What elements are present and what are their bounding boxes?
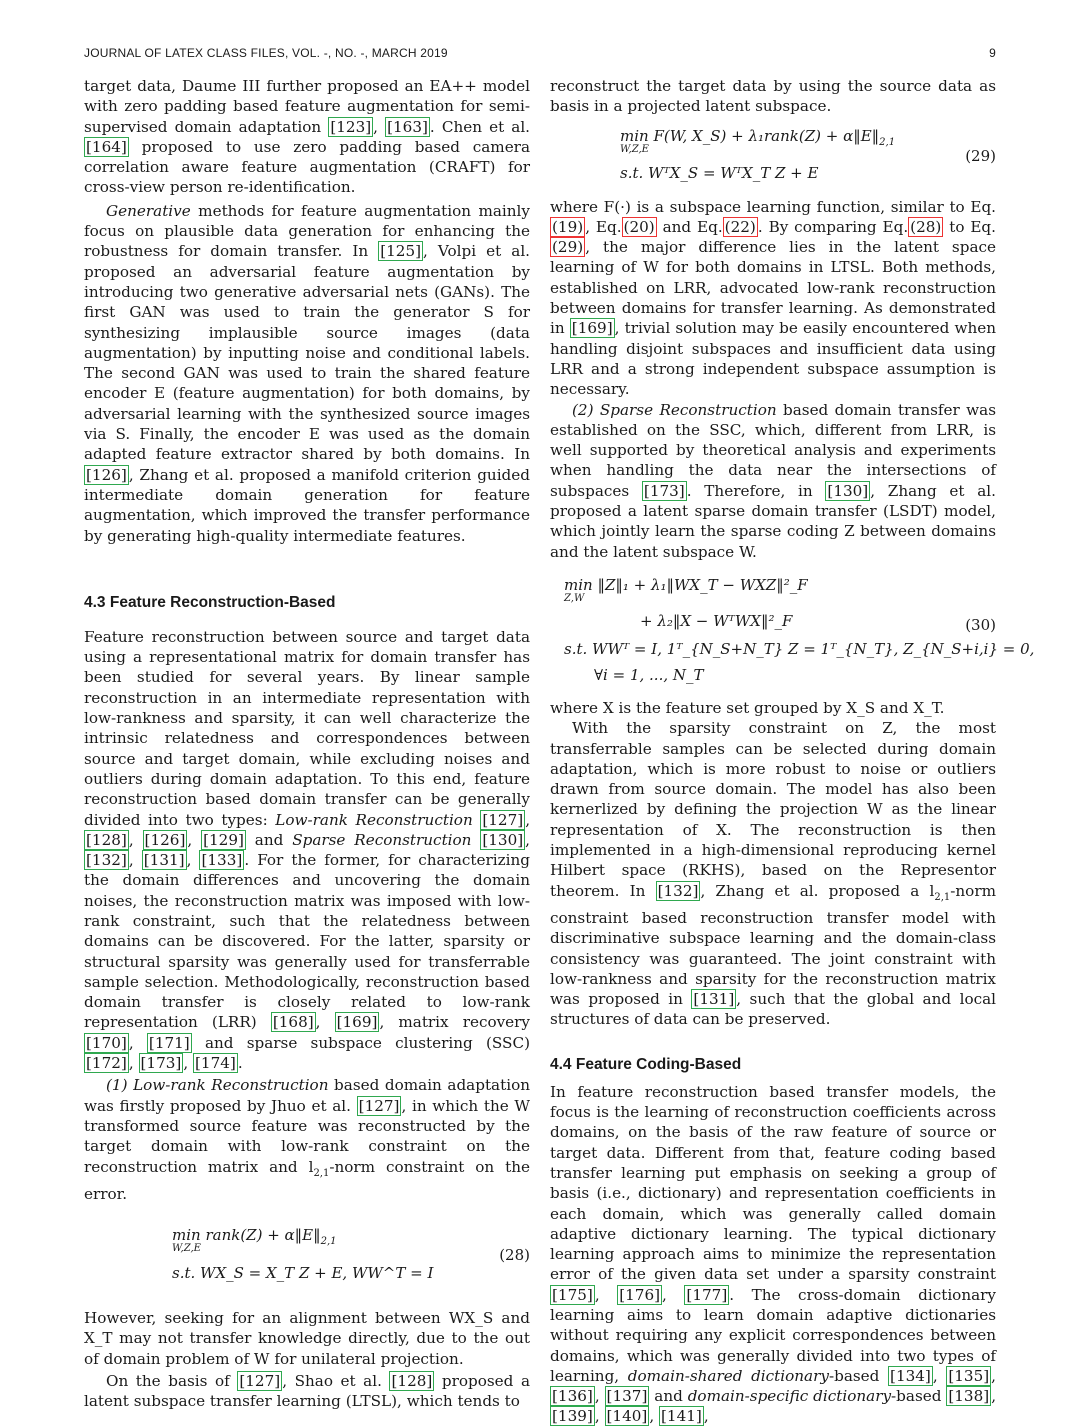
citation-link[interactable]: [169]: [336, 1013, 378, 1032]
citation-link[interactable]: [128]: [86, 830, 127, 849]
citation-link[interactable]: [133]: [201, 851, 243, 870]
citation-link[interactable]: [137]: [606, 1387, 648, 1406]
citation-link[interactable]: [127]: [358, 1096, 400, 1115]
paragraph: where X is the feature set grouped by X_S and X_T.: [550, 698, 945, 717]
citation-link[interactable]: [139]: [552, 1407, 593, 1426]
equation-number: (29): [965, 146, 996, 165]
citation-link[interactable]: [163]: [387, 117, 428, 136]
equation-30: [550, 575, 1035, 694]
citation-link[interactable]: [136]: [552, 1387, 593, 1406]
citation-link[interactable]: [175]: [552, 1285, 593, 1304]
equation-line: min ‖Z‖₁ + λ₁‖WX_T − WXZ‖²_F: [564, 575, 808, 594]
citation-link[interactable]: [135]: [948, 1366, 990, 1385]
paragraph: With the sparsity constraint on Z, the most transferrable samples can be selected during domain adaptation, which is more robust to noise or outliers drawn from source domain. The model has also been kernerlized by defining the projection W as the linear representation of X. The reconstruction is then implemented in a high-dimensional reproducing kernel Hilbert space (RKHS), based on the Representor theorem. In [132] , Zhang et al. proposed a $l_{2,1}$-norm constraint based reconstruction transfer model with discriminative subspace learning and the domain-class consistency was guaranteed. The joint constraint with low-rankness and sparsity for the reconstruction matrix was proposed in [131] , such that the global and local structures of data can be preserved.: [550, 719, 997, 1029]
equation-line: s.t. WWᵀ = I, 1ᵀ_{N_S+N_T} Z = 1ᵀ_{N_T}, Z_{N_S+i,i} = 0,: [564, 639, 1035, 658]
citation-link[interactable]: [172]: [86, 1054, 127, 1073]
equation-29: [550, 127, 996, 191]
equation-link[interactable]: (29): [552, 238, 584, 257]
paragraph: However, seeking for an alignment between WX_S and X_T may not transfer knowledge directly, due to the out of domain problem of W for unilateral projection.: [84, 1309, 530, 1368]
section-heading: 4.3 Feature Reconstruction-Based: [84, 593, 336, 611]
citation-link[interactable]: [174]: [195, 1054, 236, 1073]
citation-link[interactable]: [128]: [391, 1372, 433, 1391]
equation-subscript: Z,W: [564, 592, 585, 604]
equation-link[interactable]: (28): [910, 217, 942, 236]
citation-link[interactable]: [126]: [144, 830, 186, 849]
citation-link[interactable]: [170]: [86, 1033, 127, 1052]
paragraph: reconstruct the target data by using the source data as basis in a projected latent subspace.: [550, 77, 996, 116]
paragraph: where F(·) is a subspace learning function, similar to Eq.(19) , Eq. (20) and Eq. (22) . By comparing Eq. (28) to Eq.(29) , the major difference lies in the latent space learning of W for both domains in LTSL. Both methods, established on LRR, advocated low-rank reconstruction between domains for transfer learning. As demonstrated in [169] , trivial solution may be easily encountered when handling disjoint subspaces and insufficient data using LRR and a strong independent subspace assumption is necessary.: [550, 197, 997, 399]
citation-link[interactable]: [177]: [686, 1285, 728, 1304]
equation-link[interactable]: (19): [552, 217, 584, 236]
citation-link[interactable]: [176]: [619, 1285, 661, 1304]
citation-link[interactable]: [134]: [890, 1366, 931, 1385]
citation-link[interactable]: [130]: [482, 830, 524, 849]
equation-line: ∀i = 1, ..., N_T: [594, 665, 704, 684]
equation-28: [84, 1226, 530, 1302]
paragraph: target data, Daume III further proposed an EA++ model with zero padding based feature augmentation for semi-supervised domain adaptation [123] , [163] . Chen et al. [164] proposed to use zero padding based camera correlation aware feature augmentation (CRAFT) for cross-view person re-identification.: [84, 77, 531, 197]
citation-link[interactable]: [126]: [86, 465, 127, 484]
citation-link[interactable]: [169]: [571, 319, 613, 338]
citation-link[interactable]: [131]: [143, 851, 185, 870]
paragraph: Feature reconstruction between source and target data using a representational matrix for domain transfer has been studied for several years. By linear sample reconstruction in an intermediate representation with low-rankness and sparsity, it can well characterize the intrinsic relatedness and correspondences between source and target domain, while excluding noises and outliers during domain adaptation. To this end, feature reconstruction based domain transfer can be generally divided into two types: Low-rank Reconstruction [127] , [128] , [126] , [129] and Sparse Reconstruction [130] , [132] , [131] , [133] . For the former, for characterizing the domain differences and uncovering the domain noises, the reconstruction matrix was imposed with low-rank constraint, such that the relatedness between domains can be discovered. For the latter, sparsity or structural sparsity was generally used for transferrable sample selection. Methodologically, reconstruction based domain transfer is closely related to low-rank representation (LRR) [168] , [169] , matrix recovery [170] , [171] and sparse subspace clustering (SSC) [172] , [173] , [174] .: [84, 627, 531, 1073]
citation-link[interactable]: [131]: [693, 990, 735, 1009]
citation-link[interactable]: [171]: [148, 1033, 190, 1052]
citation-link[interactable]: [138]: [948, 1387, 990, 1406]
left-column: [84, 76, 530, 1412]
page-number: 9: [989, 46, 996, 60]
citation-link[interactable]: [125]: [380, 242, 422, 261]
citation-link[interactable]: [173]: [643, 481, 685, 500]
citation-link[interactable]: [129]: [203, 830, 244, 849]
journal-title: JOURNAL OF LATEX CLASS FILES, VOL. -, NO. -, MARCH 2019: [84, 46, 448, 60]
paragraph: (2) Sparse Reconstruction based domain transfer was established on the SSC, which, different from LRR, is well supported by theoretical analysis and experiments when handling the data near the intersections of subspaces [173] . Therefore, in [130] , Zhang et al. proposed a latent sparse domain transfer (LSDT) model, which jointly learn the sparse coding Z between domains and the latent subspace W.: [550, 400, 997, 561]
equation-line: s.t. WᵀX_S = WᵀX_T Z + E: [620, 163, 819, 182]
paragraph: In feature reconstruction based transfer models, the focus is the learning of reconstruction coefficients across domains, on the basis of the raw feature of source or target data. Different from that, feature coding based transfer learning put emphasis on seeking a group of basis (i.e., dictionary) and representation coefficients in each domain, which was generally called domain adaptive dictionary learning. The typical dictionary learning approach aims to minimize the representation error of the given data set under a sparsity constraint [175] , [176] , [177] . The cross-domain dictionary learning aims to learn domain adaptive dictionaries without requiring any explicit correspondences between domains, which was generally divided into two types of learning, domain-shared dictionary-based [134] , [135] , [136] , [137] and domain-specific dictionary-based [138] , [139] , [140] , [141] ,: [550, 1082, 997, 1426]
citation-link[interactable]: [141]: [661, 1407, 702, 1426]
paragraph: On the basis of [127] , Shao et al. [128] proposed a latent subspace transfer learning (LTSL), which tends to: [84, 1372, 530, 1411]
running-header: [84, 46, 996, 66]
equation-number: (28): [499, 1246, 530, 1265]
equation-subscript: W,Z,E: [620, 143, 649, 155]
section-heading: 4.4 Feature Coding-Based: [550, 1055, 742, 1073]
citation-link[interactable]: [132]: [86, 851, 127, 870]
citation-link[interactable]: [140]: [606, 1407, 648, 1426]
equation-line: + λ₂‖X − WᵀWX‖²_F: [640, 611, 793, 630]
paragraph: Generative methods for feature augmentation mainly focus on plausible data generation for enhancing the robustness for domain transfer. In [125] , Volpi et al. proposed an adversarial feature augmentation by introducing two generative adversarial nets (GANs). The first GAN was used to train the generator S for synthesizing implausible source images (data augmentation) by inputting noise and conditional labels. The second GAN was used to train the shared feature encoder E (feature augmentation) for both domains, by adversarial learning with the synthesized source images via S. Finally, the encoder E was used as the domain adapted feature extractor shared by both domains. In [126] , Zhang et al. proposed a manifold criterion guided intermediate domain generation for feature augmentation, which improved the transfer performance by generating high-quality intermediate features.: [84, 201, 531, 545]
equation-line: s.t. WX_S = X_T Z + E, WW^T = I: [172, 1264, 434, 1283]
citation-link[interactable]: [127]: [239, 1372, 281, 1391]
citation-link[interactable]: [130]: [827, 481, 869, 500]
equation-number: (30): [965, 615, 996, 634]
citation-link[interactable]: [164]: [86, 137, 127, 156]
equation-line: min rank(Z) + $\alpha‖E‖_{2,1}$: [172, 1226, 337, 1248]
citation-link[interactable]: [132]: [657, 881, 699, 900]
paragraph: (1) Low-rank Reconstruction based domain adaptation was firstly proposed by Jhuo et al. [127] , in which the W transformed source feature was reconstructed by the target domain with low-rank constraint on the reconstruction matrix and $l_{2,1}$-norm constraint on the error.: [84, 1076, 531, 1203]
equation-line: min F(W, X_S) + λ₁rank(Z) + $\alpha‖E‖_{2,1}$: [620, 126, 896, 148]
citation-link[interactable]: [168]: [272, 1013, 314, 1032]
right-column: [550, 76, 1035, 1427]
citation-link[interactable]: [127]: [482, 810, 524, 829]
citation-link[interactable]: [123]: [330, 117, 372, 136]
equation-link[interactable]: (22): [724, 217, 756, 236]
equation-link[interactable]: (20): [623, 217, 655, 236]
equation-subscript: W,Z,E: [172, 1243, 201, 1255]
citation-link[interactable]: [173]: [140, 1054, 182, 1073]
